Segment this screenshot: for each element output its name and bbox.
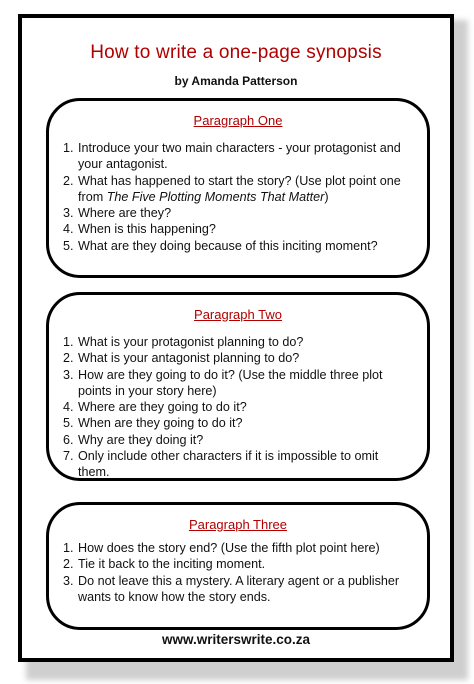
item-text-part: )	[324, 189, 329, 204]
item-text	[78, 173, 411, 206]
item-text: Where are they going to do it?	[78, 400, 247, 415]
item-number: 1.	[63, 141, 74, 155]
list-item	[63, 334, 411, 350]
item-number: 4.	[63, 222, 74, 237]
item-text: What is your antagonist planning to do?	[78, 351, 300, 366]
item-number: 7.	[63, 449, 74, 464]
list-item	[63, 556, 411, 572]
paragraph-one-heading: Paragraph One	[193, 113, 283, 128]
paragraph-one-list	[49, 140, 427, 254]
item-text: How does the story end? (Use the fifth plot point here)	[78, 541, 380, 555]
paragraph-three-heading: Paragraph Three	[188, 517, 288, 532]
item-number: 3.	[63, 367, 74, 382]
list-item	[63, 140, 411, 173]
list-item	[63, 399, 411, 415]
list-item	[63, 448, 411, 481]
item-text-italic: The Five Plotting Moments That Matter	[106, 189, 325, 204]
list-item	[63, 432, 411, 448]
item-text: Do not leave this a mystery. A literary agent or a publisher wants to know how the story ends.	[78, 573, 400, 604]
list-item	[63, 350, 411, 366]
paragraph-two-list	[49, 334, 427, 481]
list-item	[63, 173, 411, 206]
item-number: 4.	[63, 400, 74, 415]
item-text: How are they going to do it? (Use the middle three plot points in your story here)	[78, 367, 383, 398]
item-number: 3.	[63, 573, 74, 588]
list-item	[63, 221, 411, 237]
item-number: 5.	[63, 416, 74, 431]
item-number: 5.	[63, 238, 74, 253]
list-item	[63, 205, 411, 221]
document-title: How to write a one-page synopsis	[90, 42, 382, 63]
item-number: 2.	[63, 351, 74, 366]
document-frame	[18, 14, 454, 662]
item-text: What is your protagonist planning to do?	[78, 335, 304, 349]
list-item	[63, 415, 411, 431]
item-number: 1.	[63, 541, 74, 555]
item-text: Introduce your two main characters - your protagonist and your antagonist.	[78, 141, 401, 172]
list-item	[63, 540, 411, 556]
paragraph-two-box	[46, 292, 430, 481]
item-number: 6.	[63, 432, 74, 447]
paragraph-two-heading: Paragraph Two	[194, 307, 282, 322]
item-text: Only include other characters if it is impossible to omit them.	[78, 449, 379, 480]
author-byline: by Amanda Patterson	[174, 74, 298, 88]
item-text: When is this happening?	[78, 222, 216, 237]
item-text: Where are they?	[78, 206, 172, 221]
list-item	[63, 573, 411, 606]
item-number: 1.	[63, 335, 74, 349]
item-number: 3.	[63, 206, 74, 221]
paragraph-three-box	[46, 502, 430, 630]
list-item	[63, 367, 411, 400]
item-number: 2.	[63, 173, 74, 188]
item-text: Tie it back to the inciting moment.	[78, 557, 266, 572]
item-text-part: What has happened to start the story? (Use plot point one from	[78, 173, 401, 204]
item-text: When are they going to do it?	[78, 416, 243, 431]
item-text: What are they doing because of this inciting moment?	[78, 238, 378, 253]
paragraph-three-list	[49, 540, 427, 605]
item-number: 2.	[63, 557, 74, 572]
item-text: Why are they doing it?	[78, 432, 204, 447]
website-footer: www.writerswrite.co.za	[161, 632, 311, 647]
paragraph-one-box	[46, 98, 430, 278]
list-item	[63, 238, 411, 254]
